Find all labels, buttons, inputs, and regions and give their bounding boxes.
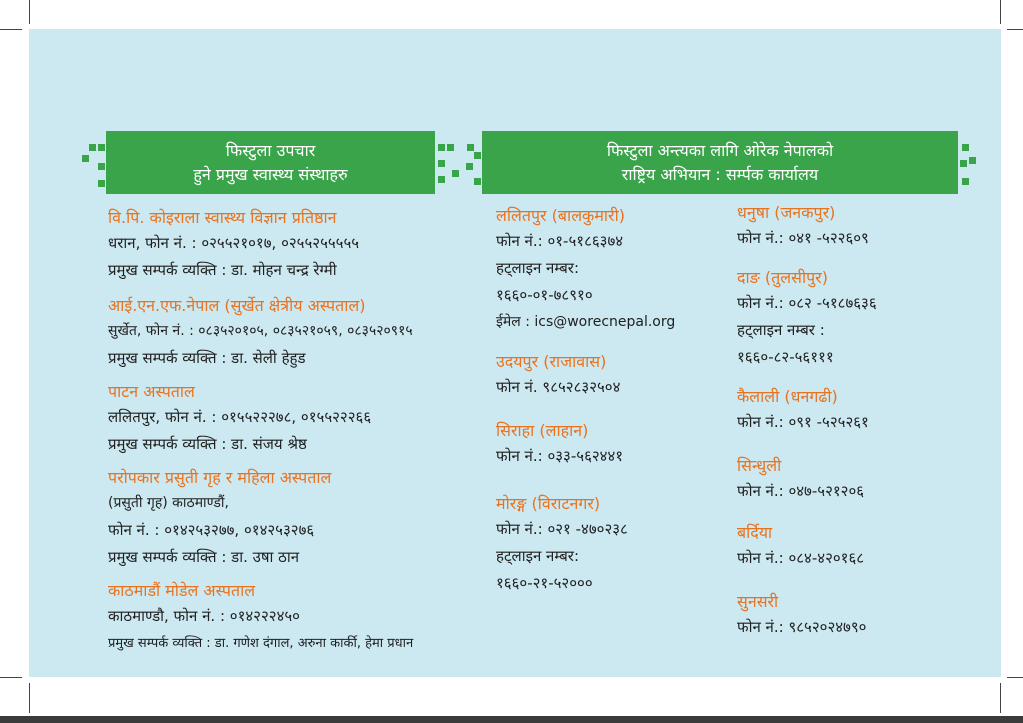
office-hotline-number: १६६०-०१-७८९१० xyxy=(496,286,593,304)
hospital-contact-person: प्रमुख सम्पर्क व्यक्ति : डा. मोहन चन्द्र रेग्मी xyxy=(108,261,337,279)
office-entry xyxy=(496,492,726,597)
office-phone: फोन नं.: ०८२ -५१८७६३६ xyxy=(737,294,877,312)
hospital-name: पाटन अस्पताल xyxy=(108,382,195,401)
office-entry xyxy=(737,266,987,371)
hospital-phone: सुर्खेत, फोन नं. : ०८३५२०१०५, ०८३५२१०५९, ०८३५२०९१५ xyxy=(108,323,413,339)
banner-ornament xyxy=(438,160,445,167)
left-banner xyxy=(106,131,435,194)
banner-ornament xyxy=(447,144,454,151)
office-name: सिन्धुली xyxy=(737,456,782,475)
office-entry xyxy=(496,204,726,336)
hospital-list xyxy=(108,206,488,657)
office-phone: फोन नं.: ९८५२०२४७९० xyxy=(737,618,867,636)
banner-ornament xyxy=(452,170,459,177)
banner-ornament xyxy=(89,144,96,151)
office-list-right xyxy=(737,201,987,641)
office-entry xyxy=(737,454,987,505)
hospital-phone: ललितपुर, फोन नं. : ०१५५२२२७८, ०१५५२२२६६ xyxy=(108,408,372,426)
right-banner xyxy=(482,131,958,194)
left-banner-line-2: हुने प्रमुख स्वास्थ्य संस्थाहरु xyxy=(193,165,348,184)
banner-ornament xyxy=(467,144,474,151)
office-hotline-number: १६६०-२१-५२००० xyxy=(496,574,593,592)
hospital-entry xyxy=(108,206,488,284)
crop-mark-top-right-horizontal xyxy=(1007,29,1023,30)
hospital-contact-person: प्रमुख सम्पर्क व्यक्ति : डा. संजय श्रेष्ठ xyxy=(108,435,307,453)
right-banner-line-1: फिस्टुला अन्त्यका लागि ओरेक नेपालको xyxy=(606,141,834,160)
office-name: सिराहा (लाहान) xyxy=(496,421,589,440)
office-name: सुनसरी xyxy=(737,592,779,611)
office-phone: फोन नं. ९८५२८३२५०४ xyxy=(496,378,621,396)
office-phone: फोन नं.: ०४१ -५२२६०९ xyxy=(737,229,869,247)
office-entry xyxy=(737,521,987,572)
hospital-phone: काठमाण्डौ, फोन नं. : ०१४२२२४५० xyxy=(108,607,300,625)
banner-ornament xyxy=(969,157,976,164)
crop-mark-bottom-left-horizontal xyxy=(0,677,22,678)
crop-mark-bottom-right-vertical xyxy=(1000,683,1001,713)
hospital-name: काठमाडौं मोडेल अस्पताल xyxy=(108,581,256,600)
office-name: दाङ (तुलसीपुर) xyxy=(737,268,828,287)
office-phone: फोन नं.: ०२१ -४७०२३८ xyxy=(496,520,628,538)
office-email: ईमेल : ics@worecnepal.org xyxy=(496,314,676,330)
hospital-contact-person: प्रमुख सम्पर्क व्यक्ति : डा. गणेश दंगाल, अरुना कार्की, हेमा प्रधान xyxy=(108,636,414,651)
hospital-location: (प्रसुती गृह) काठमाण्डौं, xyxy=(108,495,229,511)
office-name: मोरङ्ग (विराटनगर) xyxy=(496,494,601,513)
office-phone: फोन नं.: ०३३-५६२४४१ xyxy=(496,447,624,465)
crop-mark-bottom-right-horizontal xyxy=(1007,677,1023,678)
office-entry xyxy=(737,590,987,641)
hospital-name: आई.एन.एफ.नेपाल (सुर्खेत क्षेत्रीय अस्पताल) xyxy=(108,296,366,315)
office-list-middle xyxy=(496,204,726,597)
banner-ornament xyxy=(438,176,445,183)
hospital-contact-person: प्रमुख सम्पर्क व्यक्ति : डा. उषा ठान xyxy=(108,548,300,566)
hospital-name: वि.पि. कोइराला स्वास्थ्य विज्ञान प्रतिष्ठान xyxy=(108,208,337,227)
office-name: धनुषा (जनकपुर) xyxy=(737,203,836,222)
hospital-entry xyxy=(108,294,488,372)
bottom-edge-bar xyxy=(0,716,1023,723)
office-hotline-number: १६६०-८२-५६१११ xyxy=(737,348,834,366)
crop-mark-top-left-horizontal xyxy=(0,29,22,30)
hospital-entry xyxy=(108,466,488,571)
right-banner-line-2: राष्ट्रिय अभियान : सर्म्पक कार्यालय xyxy=(621,165,819,184)
hospital-entry xyxy=(108,380,488,458)
banner-ornament xyxy=(474,152,481,159)
banner-ornament xyxy=(98,163,105,170)
hospital-phone: धरान, फोन नं. : ०२५५२१०१७, ०२५५२५५५५५ xyxy=(108,234,360,252)
office-name: बर्दिया xyxy=(737,523,773,542)
crop-mark-top-left-vertical xyxy=(29,0,30,24)
office-hotline-label: हट्लाइन नम्बर : xyxy=(737,321,825,339)
office-phone: फोन नं.: ०४७-५२१२०६ xyxy=(737,482,865,500)
office-hotline-label: हट्लाइन नम्बर: xyxy=(496,259,579,277)
hospital-contact-person: प्रमुख सम्पर्क व्यक्ति : डा. सेली हेहुड xyxy=(108,349,306,367)
office-phone: फोन नं.: ०१-५१८६३७४ xyxy=(496,232,624,250)
banner-ornament xyxy=(438,144,445,151)
hospital-entry xyxy=(108,579,488,657)
banner-ornament xyxy=(962,178,969,185)
banner-ornament xyxy=(474,178,481,185)
left-banner-line-1: फिस्टुला उपचार xyxy=(225,141,316,160)
office-phone: फोन नं.: ०८४-४२०१६८ xyxy=(737,549,865,567)
hospital-name: परोपकार प्रसुती गृह र महिला अस्पताल xyxy=(108,468,332,487)
crop-mark-top-right-vertical xyxy=(1000,0,1001,24)
office-name: कैलाली (धनगढी) xyxy=(737,387,838,406)
office-entry xyxy=(496,419,726,470)
banner-ornament xyxy=(98,144,105,151)
office-name: उदयपुर (राजावास) xyxy=(496,352,607,371)
hospital-phone: फोन नं. : ०१४२५३२७७, ०१४२५३२७६ xyxy=(108,521,315,539)
banner-ornament xyxy=(466,163,473,170)
crop-mark-bottom-left-vertical xyxy=(29,683,30,713)
banner-ornament xyxy=(98,180,105,187)
banner-ornament xyxy=(962,144,969,151)
banner-ornament xyxy=(960,160,967,167)
office-phone: फोन नं.: ०९१ -५२५२६१ xyxy=(737,413,869,431)
banner-ornament xyxy=(82,155,89,162)
office-hotline-label: हट्लाइन नम्बर: xyxy=(496,547,579,565)
office-name: ललितपुर (बालकुमारी) xyxy=(496,206,625,225)
office-entry xyxy=(737,201,987,252)
office-entry xyxy=(496,350,726,401)
office-entry xyxy=(737,385,987,436)
